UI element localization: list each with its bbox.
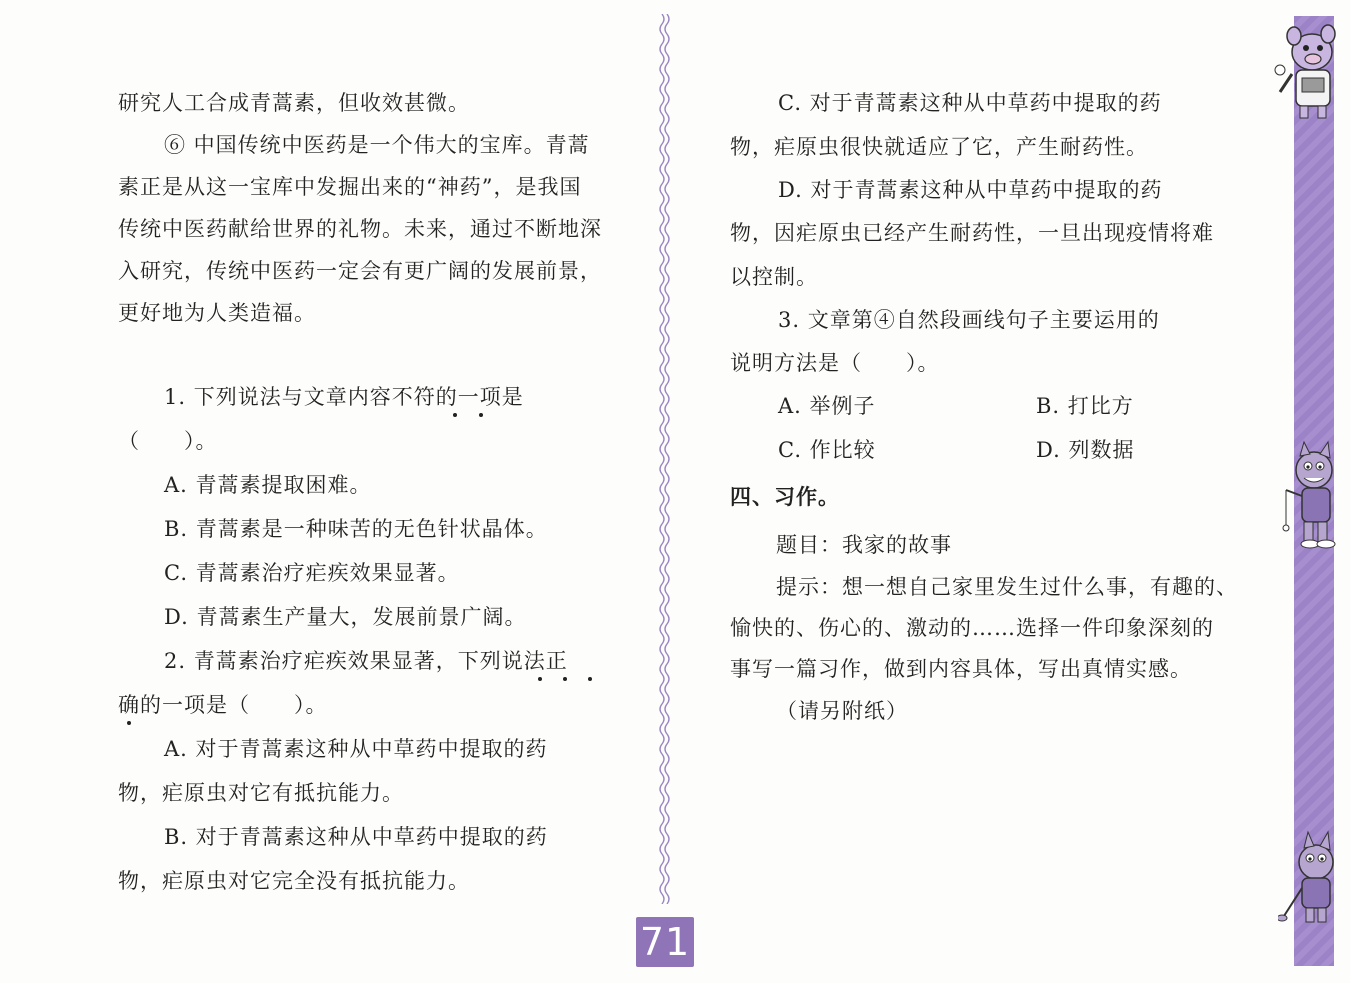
section-heading: 四、习作。 <box>730 485 840 509</box>
question-2-option-a: A. 对于青蒿素这种从中草药中提取的药 <box>164 737 548 761</box>
essay-hint-cont: 愉快的、伤心的、激动的……选择一件印象深刻的 <box>730 616 1214 640</box>
question-3-option-c: C. 作比较 <box>778 438 876 462</box>
question-1-blank: （ ）。 <box>118 429 218 453</box>
question-1-option-d: D. 青蒿素生产量大，发展前景广阔。 <box>164 605 527 629</box>
question-2-option-c-cont: 物，疟原虫很快就适应了它，产生耐药性。 <box>730 135 1148 159</box>
essay-hint: 提示：想一想自己家里发生过什么事，有趣的、 <box>776 575 1238 599</box>
question-2-option-b-cont: 物，疟原虫对它完全没有抵抗能力。 <box>118 869 470 893</box>
question-2-stem: 2. 青蒿素治疗疟疾效果显著，下列说法正 <box>164 649 568 673</box>
question-1-stem: 1. 下列说法与文章内容不符的一项是 <box>164 385 524 409</box>
question-2-option-d: D. 对于青蒿素这种从中草药中提取的药 <box>778 178 1163 202</box>
wolf-mascot-icon <box>1278 440 1340 550</box>
paragraph-end-line: 研究人工合成青蒿素，但收效甚微。 <box>118 91 470 115</box>
question-2-option-a-cont: 物，疟原虫对它有抵抗能力。 <box>118 781 404 805</box>
question-2-option-d-cont: 以控制。 <box>730 265 818 289</box>
emphasis-dot <box>563 677 567 681</box>
paragraph-6-line: 素正是从这一宝库中发掘出来的“神药”，是我国 <box>118 175 582 199</box>
question-2-stem-cont: 确的一项是（ ）。 <box>118 693 328 717</box>
center-divider <box>658 14 672 904</box>
emphasis-dot <box>479 413 483 417</box>
paragraph-6-line: 更好地为人类造福。 <box>118 301 316 325</box>
question-2-option-c: C. 对于青蒿素这种从中草药中提取的药 <box>778 91 1162 115</box>
emphasis-dot <box>453 413 457 417</box>
question-3-stem: 3. 文章第④自然段画线句子主要运用的 <box>778 308 1160 332</box>
paragraph-6-line: ⑥ 中国传统中医药是一个伟大的宝库。青蒿 <box>164 133 590 157</box>
essay-hint-cont: 事写一篇习作，做到内容具体，写出真情实感。 <box>730 657 1192 681</box>
question-3-option-d: D. 列数据 <box>1036 438 1135 462</box>
paragraph-6-line: 传统中医药献给世界的礼物。未来，通过不断地深 <box>118 217 602 241</box>
attach-paper-note: （请另附纸） <box>776 699 908 723</box>
essay-title: 题目：我家的故事 <box>776 533 952 557</box>
pig-mascot-icon <box>1272 22 1342 122</box>
question-1-option-b: B. 青蒿素是一种味苦的无色针状晶体。 <box>164 517 548 541</box>
question-3-stem-cont: 说明方法是（ ）。 <box>730 351 940 375</box>
question-3-option-a: A. 举例子 <box>778 394 876 418</box>
emphasis-dot <box>127 721 131 725</box>
question-2-option-b: B. 对于青蒿素这种从中草药中提取的药 <box>164 825 548 849</box>
question-3-option-b: B. 打比方 <box>1036 394 1134 418</box>
question-1-option-c: C. 青蒿素治疗疟疾效果显著。 <box>164 561 460 585</box>
page-number: 71 <box>636 917 694 967</box>
paragraph-6-line: 入研究，传统中医药一定会有更广阔的发展前景， <box>118 259 602 283</box>
question-1-option-a: A. 青蒿素提取困难。 <box>164 473 372 497</box>
cat-mascot-icon <box>1278 828 1340 926</box>
emphasis-dot <box>588 677 592 681</box>
question-2-option-d-cont: 物，因疟原虫已经产生耐药性，一旦出现疫情将难 <box>730 221 1214 245</box>
emphasis-dot <box>538 677 542 681</box>
